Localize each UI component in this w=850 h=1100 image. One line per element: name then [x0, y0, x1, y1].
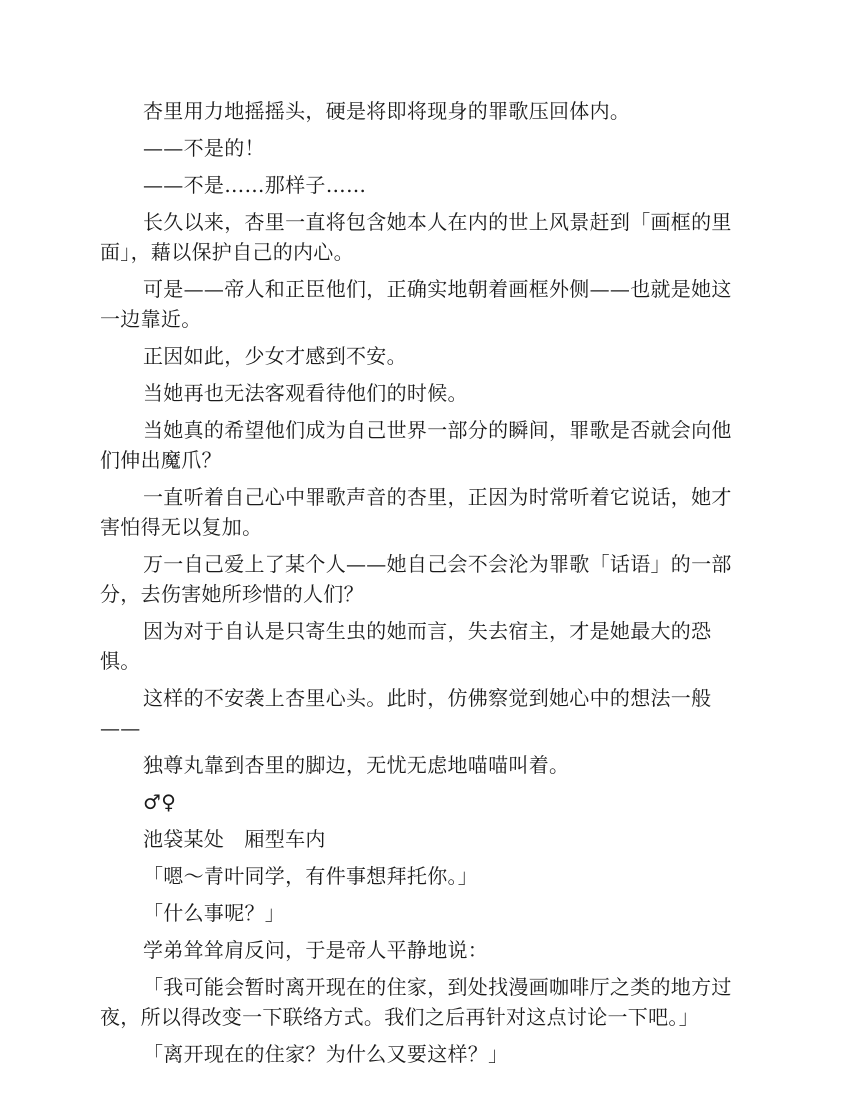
paragraph: 「嗯～青叶同学，有件事想拜托你。」 [143, 864, 479, 888]
paragraph: ——不是……那样子…… [143, 173, 367, 197]
paragraph: 独尊丸靠到杏里的脚边，无忧无虑地喵喵叫着。 [143, 753, 570, 777]
paragraph: 万一自己爱上了某个人——她自己会不会沦为罪歌「话语」的一部分，去伤害她所珍惜的人们？ [100, 552, 732, 606]
paragraph: 长久以来，杏里一直将包含她本人在内的世上风景赶到「画框的里面」，藉以保护自己的内心。 [100, 210, 732, 264]
paragraph: 因为对于自认是只寄生虫的她而言，失去宿主，才是她最大的恐惧。 [100, 619, 712, 673]
paragraph: 学弟耸耸肩反问，于是帝人平静地说： [143, 938, 489, 962]
paragraph: 当她再也无法客观看待他们的时候。 [143, 381, 468, 405]
paragraph: 杏里用力地摇摇头，硬是将即将现身的罪歌压回体内。 [143, 99, 631, 123]
paragraph: 当她真的希望他们成为自己世界一部分的瞬间，罪歌是否就会向他们伸出魔爪？ [100, 418, 732, 472]
paragraph: 「离开现在的住家？为什么又要这样？」 [143, 1042, 509, 1066]
paragraph: ——不是的！ [143, 136, 265, 160]
paragraph: 一直听着自己心中罪歌声音的杏里，正因为时常听着它说话，她才害怕得无以复加。 [100, 485, 732, 539]
section-separator: ♂♀ [143, 790, 177, 814]
paragraph: 可是——帝人和正臣他们，正确实地朝着画框外侧——也就是她这一边靠近。 [100, 277, 732, 331]
paragraph: 「我可能会暂时离开现在的住家，到处找漫画咖啡厅之类的地方过夜，所以得改变一下联络方式。我们之后再针对这点讨论一下吧。」 [100, 975, 732, 1029]
paragraph: 这样的不安袭上杏里心头。此时，仿佛察觉到她心中的想法一般—— [100, 686, 712, 740]
paragraph: 正因如此，少女才感到不安。 [143, 344, 407, 368]
scene-heading: 池袋某处 厢型车内 [143, 827, 326, 851]
paragraph: 「什么事呢？」 [143, 901, 286, 925]
